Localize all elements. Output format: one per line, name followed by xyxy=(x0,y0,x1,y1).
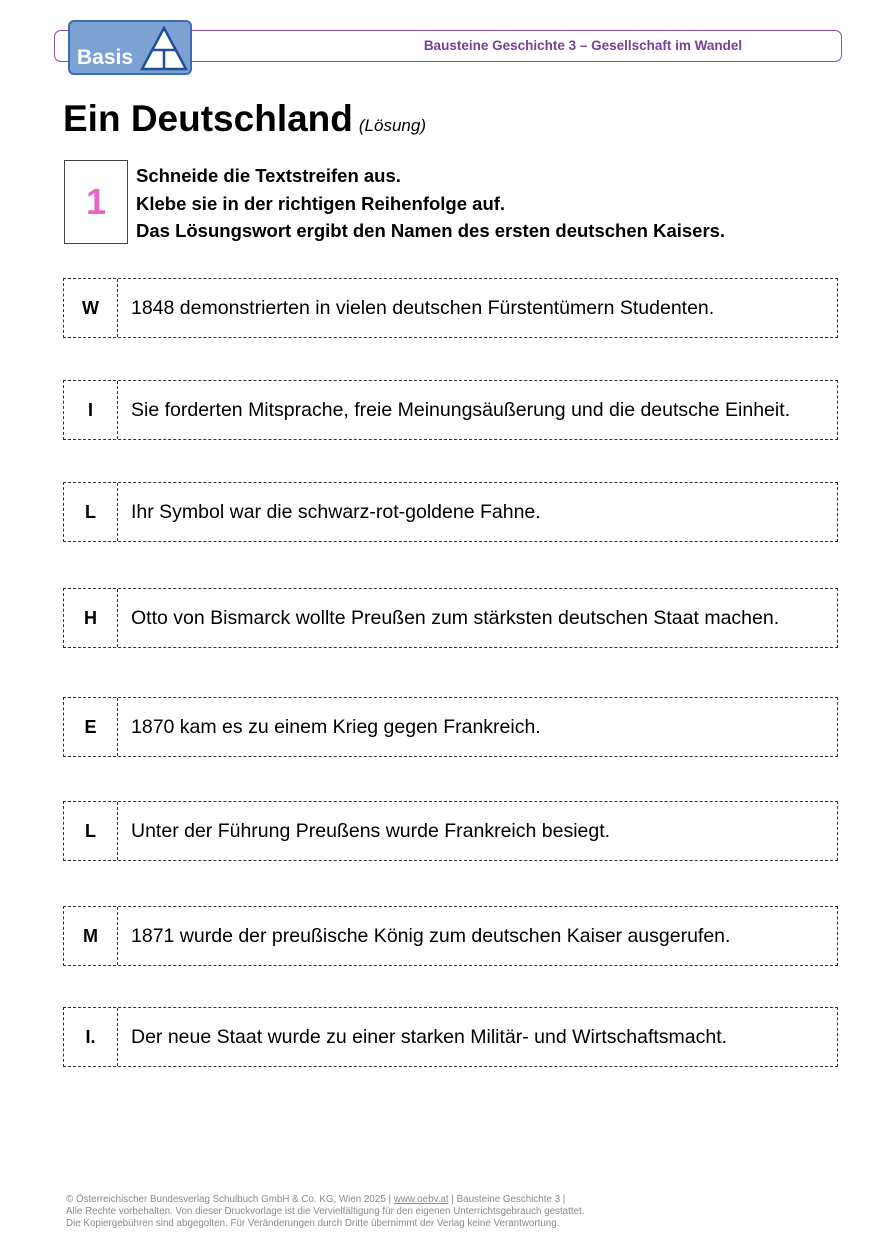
page-title-sub: (Lösung) xyxy=(358,116,426,135)
strip-text: 1848 demonstrierten in vielen deutschen Fürstentümern Studenten. xyxy=(131,296,715,319)
strip-letter: I. xyxy=(64,1008,118,1066)
series-title: Bausteine Geschichte 3 – Gesellschaft im Wandel xyxy=(423,38,743,53)
instruction-line: Schneide die Textstreifen aus. xyxy=(136,165,401,186)
page-title xyxy=(63,98,426,140)
text-strip[interactable] xyxy=(63,588,838,648)
text-strip[interactable] xyxy=(63,697,838,757)
footer-series: | Bausteine Geschichte 3 | xyxy=(448,1194,566,1205)
strip-letter: E xyxy=(64,698,118,756)
strip-text: Sie forderten Mitsprache, freie Meinungsäußerung und die deutsche Einheit. xyxy=(131,398,791,421)
strip-text: 1870 kam es zu einem Krieg gegen Frankreich. xyxy=(131,715,541,738)
strip-letter: W xyxy=(64,279,118,337)
page-title-main: Ein Deutschland xyxy=(63,98,353,139)
task-number: 1 xyxy=(64,160,128,244)
strip-text: Der neue Staat wurde zu einer starken Militär- und Wirtschaftsmacht. xyxy=(131,1025,728,1048)
instruction-line: Das Lösungswort ergibt den Namen des ersten deutschen Kaisers. xyxy=(136,220,726,241)
basis-logo xyxy=(68,20,192,75)
strip-text: Ihr Symbol war die schwarz-rot-goldene Fahne. xyxy=(131,500,541,523)
strip-letter: L xyxy=(64,483,118,541)
footer xyxy=(66,1194,584,1230)
footer-line: Alle Rechte vorbehalten. Von dieser Druckvorlage ist die Vervielfältigung für den eigenen Unterrichtsgebrauch gestattet. xyxy=(66,1206,585,1217)
text-strip[interactable] xyxy=(63,801,838,861)
text-strip[interactable] xyxy=(63,906,838,966)
task-instructions xyxy=(136,162,725,245)
text-strip[interactable] xyxy=(63,482,838,542)
logo-text: Basis xyxy=(77,46,134,69)
triangle-icon xyxy=(140,25,188,71)
footer-line: Die Kopiergebühren sind abgegolten. Für Veränderungen durch Dritte übernimmt der Verlag keine Verantwortung. xyxy=(66,1218,560,1229)
strip-letter: I xyxy=(64,381,118,439)
footer-copyright: © Österreichischer Bundesverlag Schulbuch GmbH & Co. KG, Wien 2025 | xyxy=(66,1194,394,1205)
strip-letter: M xyxy=(64,907,118,965)
publisher-link[interactable]: www.oebv.at xyxy=(393,1194,449,1205)
strip-letter: H xyxy=(64,589,118,647)
text-strip[interactable] xyxy=(63,278,838,338)
footer-line xyxy=(66,1194,584,1206)
strip-text: 1871 wurde der preußische König zum deutschen Kaiser ausgerufen. xyxy=(131,924,731,947)
text-strip[interactable] xyxy=(63,380,838,440)
strip-text: Otto von Bismarck wollte Preußen zum stärksten deutschen Staat machen. xyxy=(131,606,780,629)
strip-letter: L xyxy=(64,802,118,860)
instruction-line: Klebe sie in der richtigen Reihenfolge auf. xyxy=(136,192,506,214)
strip-text: Unter der Führung Preußens wurde Frankreich besiegt. xyxy=(131,819,611,842)
text-strip[interactable] xyxy=(63,1007,838,1067)
